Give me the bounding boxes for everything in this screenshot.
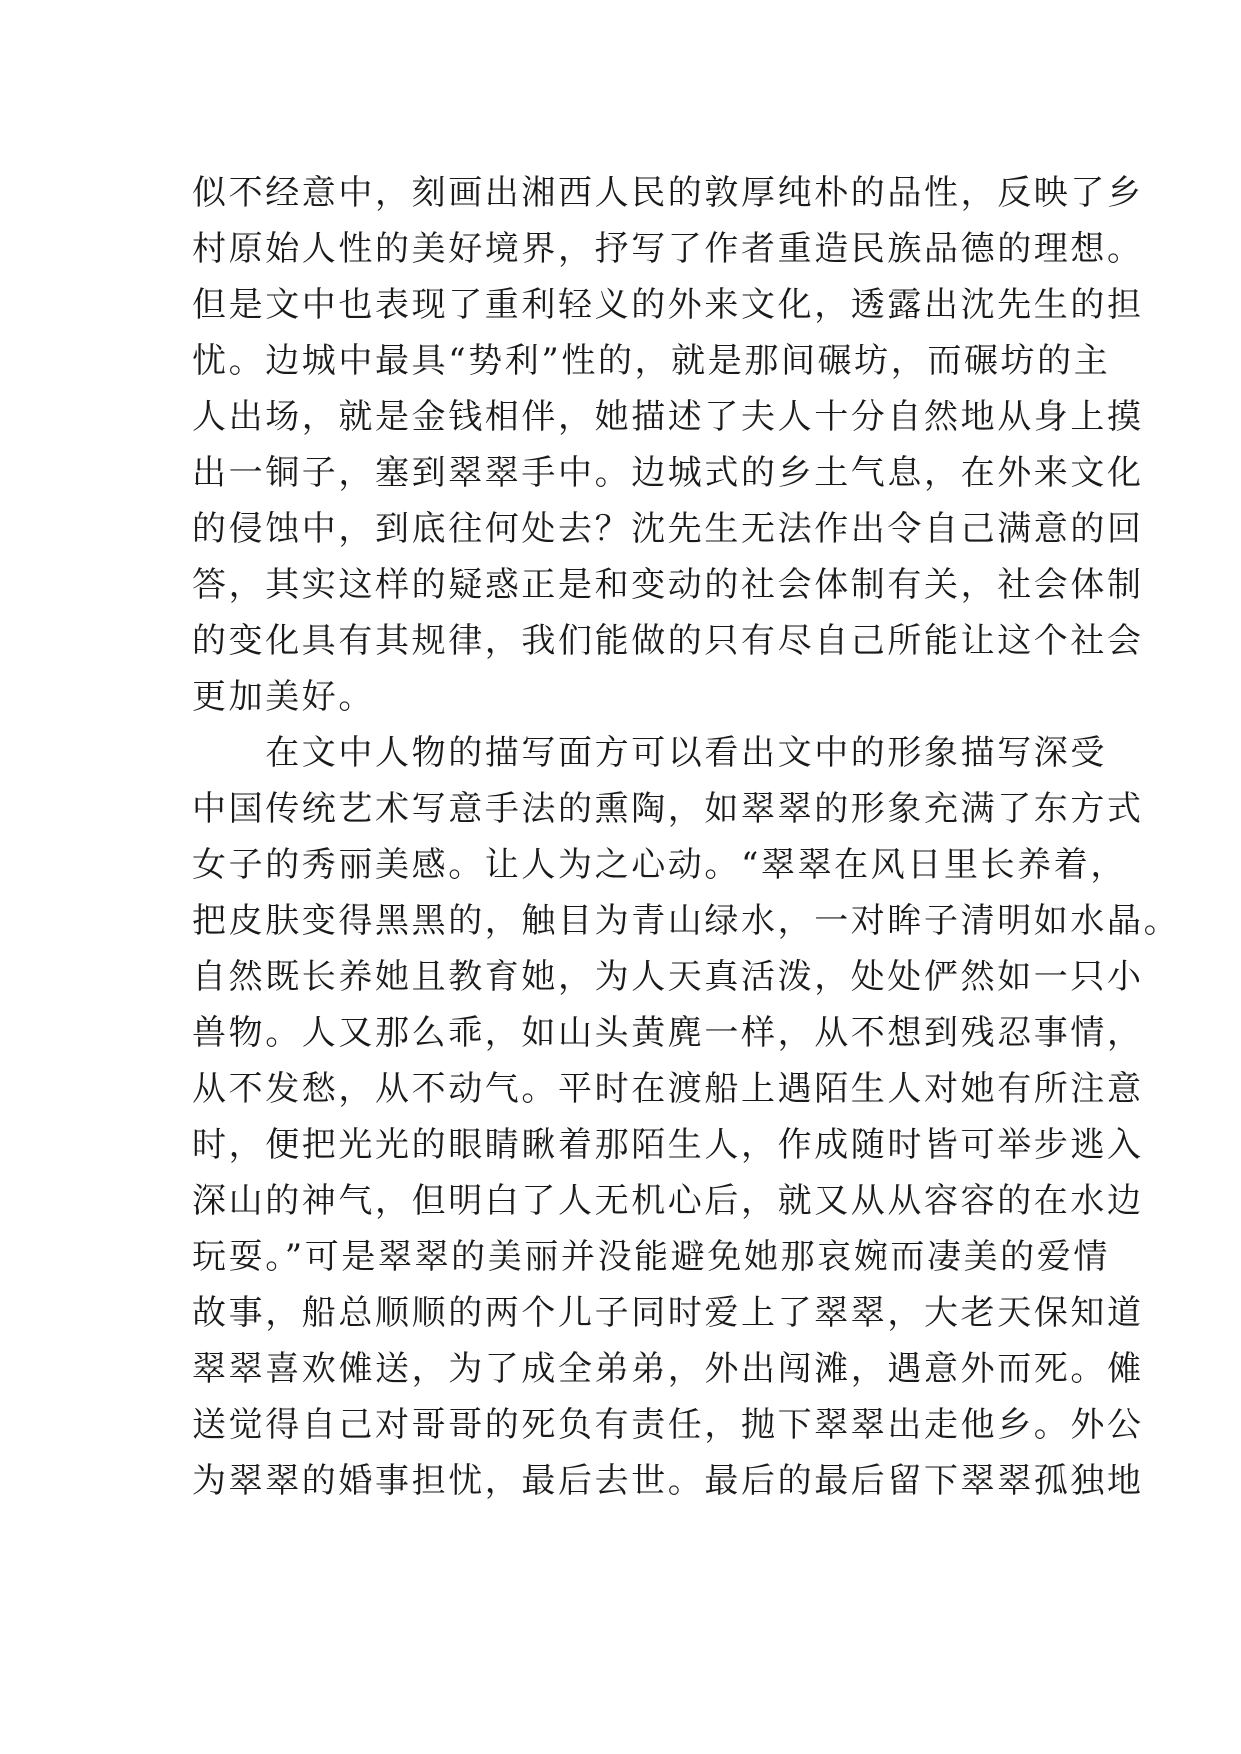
text-line: 自然既长养她且教育她，为人天真活泼，处处俨然如一只小 <box>192 957 1144 997</box>
text-line: 的变化具有其规律，我们能做的只有尽自己所能让这个社会 <box>192 621 1144 661</box>
body-text <box>192 165 1181 1509</box>
text-line: 出一铜子，塞到翠翠手中。边城式的乡土气息，在外来文化 <box>192 453 1144 493</box>
text-line: 更加美好。 <box>192 677 375 717</box>
text-line: 忧。边城中最具“势利”性的，就是那间碾坊，而碾坊的主 <box>192 341 1111 381</box>
text-line: 从不发愁，从不动气。平时在渡船上遇陌生人对她有所注意 <box>192 1069 1144 1109</box>
text-line: 故事，船总顺顺的两个儿子同时爱上了翠翠，大老天保知道 <box>192 1293 1144 1333</box>
text-line: 答，其实这样的疑惑正是和变动的社会体制有关，社会体制 <box>192 565 1144 605</box>
text-line: 玩耍。”可是翠翠的美丽并没能避免她那哀婉而凄美的爱情 <box>192 1237 1110 1277</box>
text-line: 人出场，就是金钱相伴，她描述了夫人十分自然地从身上摸 <box>192 397 1144 437</box>
text-line: 在文中人物的描写面方可以看出文中的形象描写深受 <box>192 733 1107 773</box>
text-line: 深山的神气，但明白了人无机心后，就又从从容容的在水边 <box>192 1181 1144 1221</box>
text-line: 翠翠喜欢傩送，为了成全弟弟，外出闯滩，遇意外而死。傩 <box>192 1349 1144 1389</box>
text-line: 但是文中也表现了重利轻义的外来文化，透露出沈先生的担 <box>192 285 1144 325</box>
text-line: 兽物。人又那么乖，如山头黄麂一样，从不想到残忍事情， <box>192 1013 1144 1053</box>
text-line: 的侵蚀中，到底往何处去？沈先生无法作出令自己满意的回 <box>192 509 1144 549</box>
text-line: 中国传统艺术写意手法的熏陶，如翠翠的形象充满了东方式 <box>192 789 1144 829</box>
text-line: 村原始人性的美好境界，抒写了作者重造民族品德的理想。 <box>192 229 1144 269</box>
text-line: 为翠翠的婚事担忧，最后去世。最后的最后留下翠翠孤独地 <box>192 1461 1144 1501</box>
text-line: 送觉得自己对哥哥的死负有责任，抛下翠翠出走他乡。外公 <box>192 1405 1144 1445</box>
text-line: 时，便把光光的眼睛瞅着那陌生人，作成随时皆可举步逃入 <box>192 1125 1144 1165</box>
text-line: 似不经意中，刻画出湘西人民的敦厚纯朴的品性，反映了乡 <box>192 173 1144 213</box>
text-line: 女子的秀丽美感。让人为之心动。“翠翠在风日里长养着， <box>192 845 1127 885</box>
text-line: 把皮肤变得黑黑的，触目为青山绿水，一对眸子清明如水晶。 <box>192 901 1181 941</box>
